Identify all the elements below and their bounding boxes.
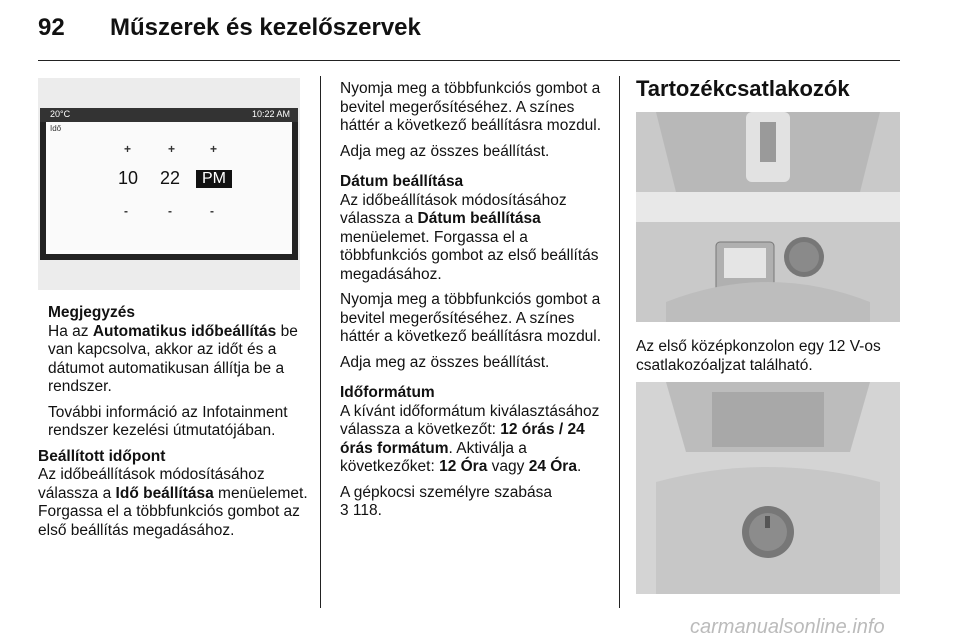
header-rule xyxy=(38,60,900,61)
page-number: 92 xyxy=(38,14,65,41)
date-paragraph: Az időbeállítások módosításához válassza a Dátum beállítása menüelemet. Forgassa el a többfunkciós gombot az első beállítás megadásához. xyxy=(340,191,599,283)
confirm-paragraph-2: Nyomja meg a többfunkciós gombot a bevitel megerősítéséhez. A színes háttér a következő beállításra mozdul. xyxy=(340,291,602,345)
console-photo-1 xyxy=(636,112,900,322)
console-photo-1-drawing xyxy=(636,112,900,322)
console-photo-2-drawing xyxy=(636,382,900,594)
all-settings-1: Adja meg az összes beállítást. xyxy=(340,142,550,160)
note-paragraph-1: Ha az Automatikus időbeállítás be van kapcsolva, akkor az időt és a dátumot automatikusan állítja be a rendszer. xyxy=(48,322,298,395)
date-title: Dátum beállítása xyxy=(340,173,464,190)
hour-plus-icon: + xyxy=(124,142,132,156)
set-time-paragraph: Az időbeállítások módosításához válassza a Idő beállítása menüelemet. Forgassa el a többfunkciós gombot az első beállítás megadásához. xyxy=(38,466,308,539)
column-1 xyxy=(38,304,308,547)
ampm-minus-icon: - xyxy=(210,204,214,218)
set-time-title: Beállított időpont xyxy=(38,447,166,465)
time-screen-figure xyxy=(38,78,300,290)
column-divider-2 xyxy=(619,76,620,608)
minute-plus-icon: + xyxy=(168,142,176,156)
status-bar xyxy=(40,108,298,122)
format-title: Időformátum xyxy=(340,384,435,401)
note-title: Megjegyzés xyxy=(48,304,136,321)
page-reference: 3 118. xyxy=(340,502,382,519)
page-header xyxy=(38,14,421,42)
display-bezel xyxy=(40,108,298,260)
console-photo-2 xyxy=(636,382,900,594)
column-divider-1 xyxy=(320,76,321,608)
all-settings-2: Adja meg az összes beállítást. xyxy=(340,353,550,371)
ampm-value: PM xyxy=(196,170,232,188)
note-paragraph-2: További információ az Infotainment rendszer kezelési útmutatójában. xyxy=(48,403,288,439)
screen-label: Idő xyxy=(50,124,62,133)
personalisation-ref: A gépkocsi személyre szabása 3 118. xyxy=(340,483,552,519)
section-title: Tartozékcsatlakozók xyxy=(636,76,850,101)
column-2 xyxy=(340,80,608,528)
page-title: Műszerek és kezelőszervek xyxy=(110,14,421,41)
note-block xyxy=(38,304,308,441)
ampm-plus-icon: + xyxy=(210,142,218,156)
minute-minus-icon: - xyxy=(168,204,172,218)
hour-value: 10 xyxy=(118,168,139,188)
caption: Az első középkonzolon egy 12 V-os csatlakozóaljzat található. xyxy=(636,338,881,374)
confirm-paragraph-1: Nyomja meg a többfunkciós gombot a bevitel megerősítéséhez. A színes háttér a következő beállításra mozdul. xyxy=(340,80,602,134)
hour-minus-icon: - xyxy=(124,204,128,218)
format-paragraph: A kívánt időformátum kiválasztásához válassza a következőt: 12 órás / 24 órás formátum. Aktiválja a következőket: 12 Óra vagy 24 Óra. xyxy=(340,402,600,475)
watermark: carmanualsonline.info xyxy=(690,616,885,638)
clock: 10:22 AM xyxy=(252,109,291,119)
temperature: 20°C xyxy=(50,109,71,119)
minute-value: 22 xyxy=(160,168,181,188)
display-content xyxy=(46,122,292,254)
